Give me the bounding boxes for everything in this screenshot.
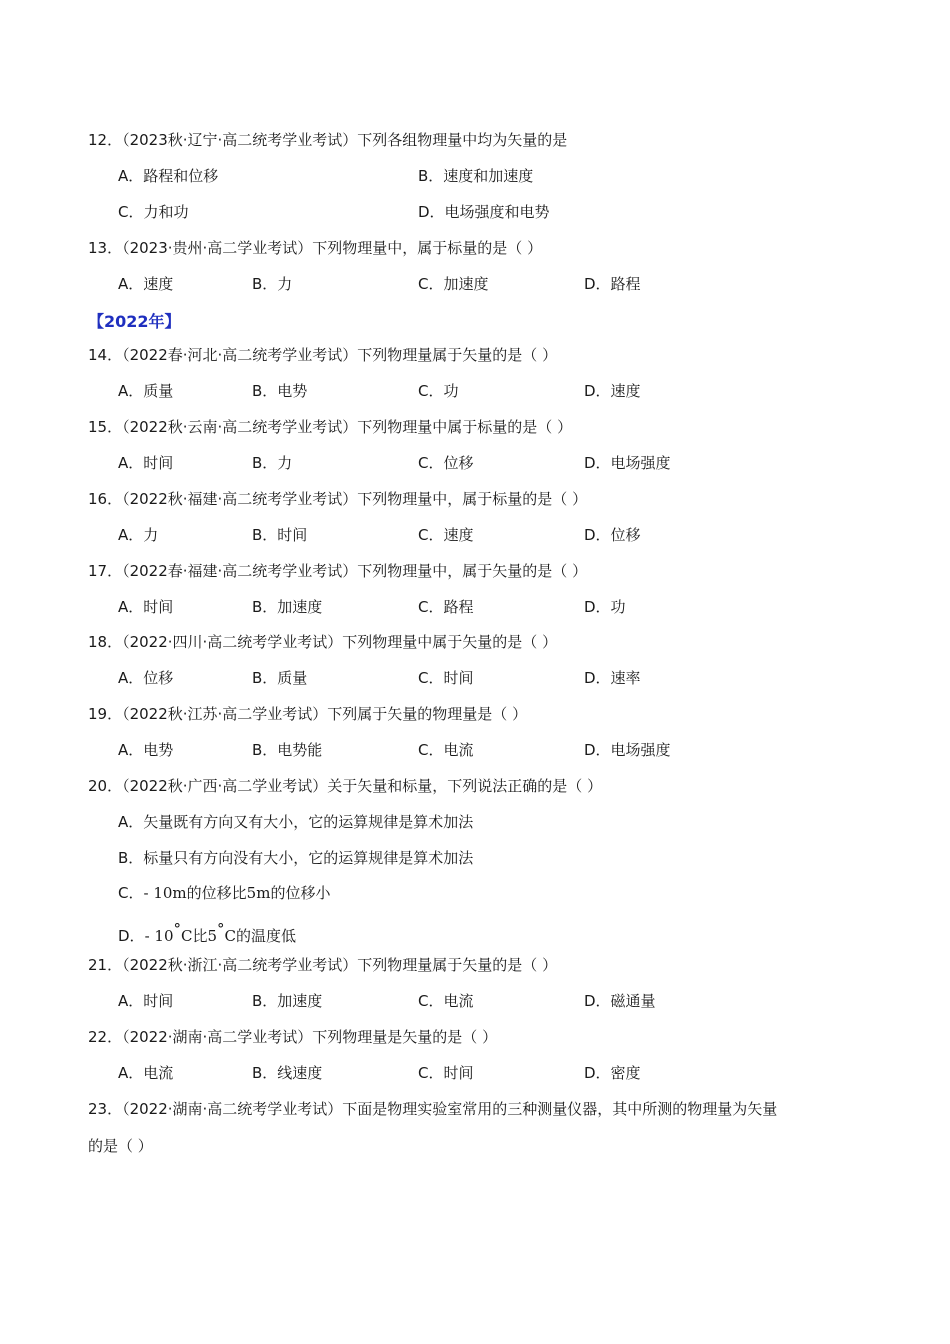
option-b: B．时间 bbox=[252, 526, 308, 544]
math-value: - 10 bbox=[144, 927, 174, 945]
option-d: D．功 bbox=[584, 598, 626, 616]
question-13: 13．（2023·贵州·高二学业考试）下列物理量中，属于标量的是（ ） bbox=[88, 239, 543, 257]
option-d bbox=[118, 919, 296, 946]
question-23: 23．（2022·湖南·高二统考学业考试）下面是物理实验室常用的三种测量仪器，其中所测的物理量为矢量 bbox=[88, 1100, 778, 1118]
option-text: 的温度低 bbox=[236, 927, 297, 945]
option-d: D．电场强度 bbox=[584, 454, 671, 472]
option-a: A．时间 bbox=[118, 454, 174, 472]
option-a: A．时间 bbox=[118, 598, 174, 616]
options-12 bbox=[118, 166, 878, 186]
option-b: B．力 bbox=[252, 454, 293, 472]
option-a: A．质量 bbox=[118, 382, 174, 400]
question-17: 17．（2022春·福建·高二统考学业考试）下列物理量中，属于矢量的是（ ） bbox=[88, 562, 588, 580]
option-b: B．电势 bbox=[252, 382, 308, 400]
question-18: 18．（2022·四川·高二统考学业考试）下列物理量中属于矢量的是（ ） bbox=[88, 633, 558, 651]
options-17 bbox=[118, 597, 878, 617]
option-b: B．质量 bbox=[252, 669, 308, 687]
option-a: A．电流 bbox=[118, 1064, 174, 1082]
options-14 bbox=[118, 381, 878, 401]
option-label: D． bbox=[118, 927, 145, 945]
option-c: C．电流 bbox=[418, 741, 474, 759]
option-b: B．速度和加速度 bbox=[418, 167, 534, 185]
option-c: C．位移 bbox=[418, 454, 474, 472]
option-c: C．路程 bbox=[418, 598, 474, 616]
degree-symbol: ° bbox=[173, 920, 181, 938]
option-d: D．速度 bbox=[584, 382, 641, 400]
option-d: D．速率 bbox=[584, 669, 641, 687]
math-value: - 10m bbox=[143, 884, 187, 902]
option-c: C．速度 bbox=[418, 526, 474, 544]
option-a: A．速度 bbox=[118, 275, 174, 293]
options-12b bbox=[118, 202, 878, 222]
question-14: 14．（2022春·河北·高二统考学业考试）下列物理量属于矢量的是（ ） bbox=[88, 346, 558, 364]
option-d: D．磁通量 bbox=[584, 992, 656, 1010]
option-d: D．路程 bbox=[584, 275, 641, 293]
option-d: D．位移 bbox=[584, 526, 641, 544]
option-c bbox=[118, 883, 330, 903]
option-c: C．力和功 bbox=[118, 203, 189, 221]
math-value: 5m bbox=[246, 884, 271, 902]
option-a: A．矢量既有方向又有大小，它的运算规律是算术加法 bbox=[118, 813, 474, 831]
options-15 bbox=[118, 453, 878, 473]
option-b: B．力 bbox=[252, 275, 293, 293]
math-value: 5 bbox=[207, 927, 218, 945]
question-19: 19．（2022秋·江苏·高二学业考试）下列属于矢量的物理量是（ ） bbox=[88, 705, 528, 723]
option-c: C．时间 bbox=[418, 669, 474, 687]
options-16 bbox=[118, 525, 878, 545]
option-text: 的位移小 bbox=[270, 884, 331, 902]
option-a: A．时间 bbox=[118, 992, 174, 1010]
option-text: 的位移比 bbox=[186, 884, 247, 902]
question-23-continued: 的是（ ） bbox=[88, 1137, 153, 1155]
unit: C bbox=[181, 927, 193, 945]
option-text: 比 bbox=[192, 927, 208, 945]
option-a: A．电势 bbox=[118, 741, 174, 759]
option-b: B．加速度 bbox=[252, 992, 323, 1010]
unit: C bbox=[224, 927, 237, 945]
section-heading-2022: 【2022年】 bbox=[88, 312, 181, 331]
option-b: B．线速度 bbox=[252, 1064, 323, 1082]
options-13 bbox=[118, 274, 878, 294]
option-b: B．电势能 bbox=[252, 741, 323, 759]
options-21 bbox=[118, 991, 878, 1011]
option-c: C．电流 bbox=[418, 992, 474, 1010]
option-d: D．密度 bbox=[584, 1064, 641, 1082]
option-a: A．位移 bbox=[118, 669, 174, 687]
options-18 bbox=[118, 668, 878, 688]
question-15: 15．（2022秋·云南·高二统考学业考试）下列物理量中属于标量的是（ ） bbox=[88, 418, 573, 436]
option-d: D．电场强度和电势 bbox=[418, 203, 550, 221]
option-c: C．加速度 bbox=[418, 275, 489, 293]
option-c: C．功 bbox=[418, 382, 459, 400]
option-c: C．时间 bbox=[418, 1064, 474, 1082]
option-d: D．电场强度 bbox=[584, 741, 671, 759]
question-21: 21．（2022秋·浙江·高二统考学业考试）下列物理量属于矢量的是（ ） bbox=[88, 956, 558, 974]
options-22 bbox=[118, 1063, 878, 1083]
option-a: A．力 bbox=[118, 526, 159, 544]
question-22: 22．（2022·湖南·高二学业考试）下列物理量是矢量的是（ ） bbox=[88, 1028, 498, 1046]
option-b: B．标量只有方向没有大小，它的运算规律是算术加法 bbox=[118, 849, 474, 867]
question-12: 12．（2023秋·辽宁·高二统考学业考试）下列各组物理量中均为矢量的是 bbox=[88, 131, 568, 149]
options-19 bbox=[118, 740, 878, 760]
question-16: 16．（2022秋·福建·高二统考学业考试）下列物理量中，属于标量的是（ ） bbox=[88, 490, 588, 508]
question-20: 20．（2022秋·广西·高二学业考试）关于矢量和标量，下列说法正确的是（ ） bbox=[88, 777, 603, 795]
option-label: C． bbox=[118, 884, 144, 902]
degree-symbol: ° bbox=[217, 920, 225, 938]
option-a: A．路程和位移 bbox=[118, 167, 219, 185]
option-b: B．加速度 bbox=[252, 598, 323, 616]
